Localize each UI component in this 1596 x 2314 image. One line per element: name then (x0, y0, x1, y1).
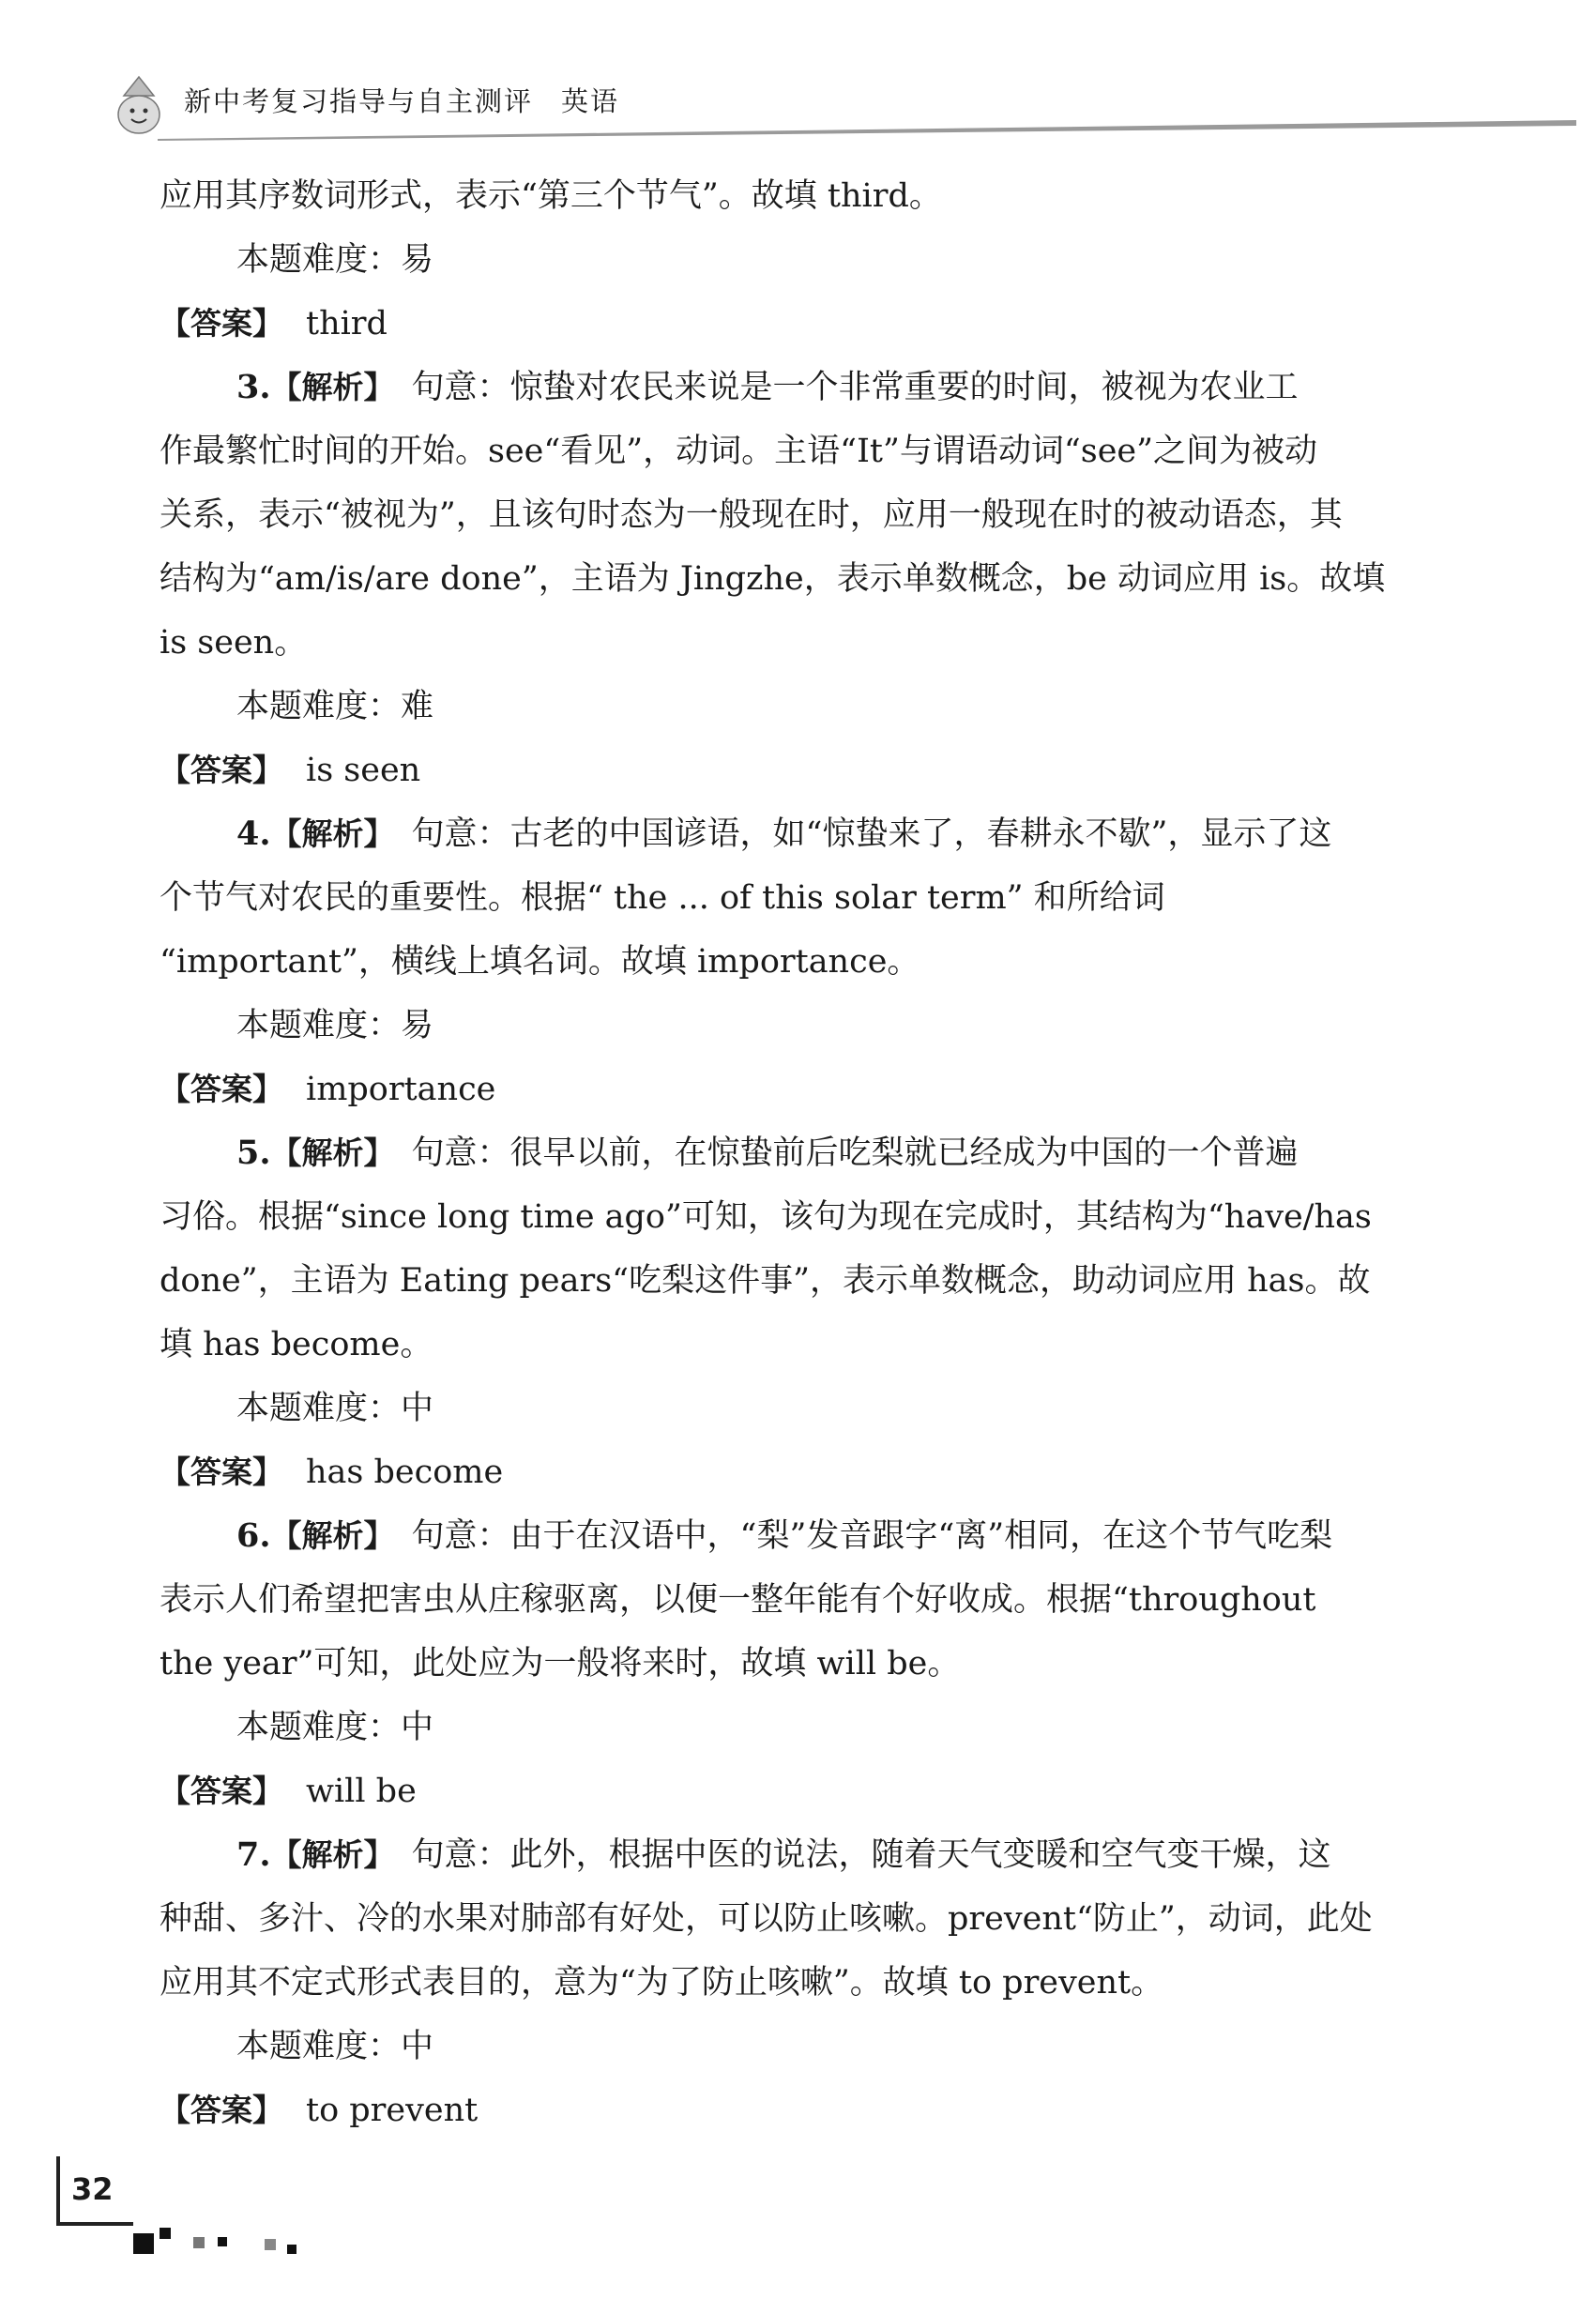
answer-tag: 【答案】 (160, 1071, 283, 1107)
subject-label: 英语 (561, 85, 620, 117)
item-number: 7. (236, 1835, 271, 1874)
answer-value: to prevent (306, 2092, 479, 2129)
analysis-text: 作最繁忙时间的开始。see“看见”，动词。主语“It”与谓语动词“see”之间为被动 (160, 433, 1318, 470)
analysis-tag: 【解析】 (270, 369, 395, 405)
item-number: 5. (236, 1134, 271, 1172)
footer-squares-decoration (131, 2224, 319, 2261)
analysis-text: 句意：很早以前，在惊蛰前后吃梨就已经成为中国的一个普遍 (411, 1134, 1299, 1172)
analysis-text: is seen。 (160, 624, 308, 662)
difficulty: 本题难度：中 (236, 2028, 434, 2065)
analysis-tag: 【解析】 (270, 1836, 395, 1873)
difficulty: 本题难度：中 (236, 1390, 434, 1427)
analysis-text: 句意：惊蛰对农民来说是一个非常重要的时间，被视为农业工 (411, 369, 1299, 406)
item-analysis-line (160, 356, 1440, 419)
analysis-text: 种甜、多汁、冷的水果对肺部有好处，可以防止咳嗽。prevent“防止”，动词，此处 (160, 1900, 1373, 1938)
analysis-text: 表示人们希望把害虫从庄稼驱离，以便一整年能有个好收成。根据“throughout (160, 1581, 1316, 1619)
page-header (113, 56, 1576, 150)
analysis-text: 句意：此外，根据中医的说法，随着天气变暖和空气变干燥，这 (411, 1836, 1331, 1874)
answer-tag: 【答案】 (160, 305, 283, 342)
analysis-text: 个节气对农民的重要性。根据“ the ... of this solar term” 和所给词 (160, 879, 1165, 917)
item-analysis-line (160, 1823, 1440, 1887)
difficulty: 本题难度：易 (236, 1007, 434, 1044)
answer-value: is seen (306, 752, 421, 789)
answer-line (160, 1759, 1440, 1823)
book-title: 新中考复习指导与自主测评 (184, 85, 534, 117)
item-7 (160, 1823, 1440, 2142)
item-analysis-line (160, 1121, 1440, 1185)
item-4 (160, 802, 1440, 1121)
answer-line (160, 1058, 1440, 1121)
analysis-text: 句意：由于在汉语中，“梨”发音跟字“离”相同，在这个节气吃梨 (411, 1517, 1333, 1555)
answer-value: has become (306, 1454, 504, 1491)
item-3 (160, 356, 1440, 802)
analysis-text: 关系，表示“被视为”，且该句时态为一般现在时，应用一般现在时的被动语态，其 (160, 496, 1343, 534)
answer-tag: 【答案】 (160, 2092, 283, 2128)
answer-tag: 【答案】 (160, 1454, 283, 1490)
page-number: 32 (71, 2171, 114, 2207)
answer-line (160, 738, 1440, 802)
analysis-text: 句意：古老的中国谚语，如“惊蛰来了，春耕永不歇”，显示了这 (411, 815, 1332, 853)
answer-tag: 【答案】 (160, 752, 283, 788)
analysis-text: “important”，横线上填名词。故填 importance。 (160, 943, 920, 981)
item-5 (160, 1121, 1440, 1504)
item2-answer (160, 292, 1440, 356)
analysis-text: done”，主语为 Eating pears“吃梨这件事”，表示单数概念，助动词应用 has。故 (160, 1262, 1371, 1300)
item-number: 3. (236, 368, 271, 406)
analysis-tag: 【解析】 (270, 815, 395, 852)
analysis-text: the year”可知，此处应为一般将来时，故填 will be。 (160, 1645, 961, 1682)
item-number: 6. (236, 1516, 271, 1555)
analysis-text: 习俗。根据“since long time ago”可知，该句为现在完成时，其结构为“have/has (160, 1198, 1372, 1236)
answer-line (160, 1440, 1440, 1504)
answer-value: importance (306, 1071, 496, 1108)
analysis-text: 应用其不定式形式表目的，意为“为了防止咳嗽”。故填 to prevent。 (160, 1964, 1164, 2002)
difficulty: 本题难度：难 (236, 688, 434, 725)
item2-difficulty: 本题难度：易 (236, 241, 434, 279)
item2-continuation: 应用其序数词形式，表示“第三个节气”。故填 third。 (160, 177, 942, 215)
answer-line (160, 2078, 1440, 2142)
analysis-tag: 【解析】 (270, 1134, 395, 1171)
difficulty: 本题难度：中 (236, 1709, 434, 1746)
analysis-tag: 【解析】 (270, 1517, 395, 1554)
item-analysis-line (160, 802, 1440, 866)
header-rule (158, 118, 1576, 141)
answer-tag: 【答案】 (160, 1773, 283, 1809)
item-number: 4. (236, 814, 271, 853)
analysis-text: 填 has become。 (160, 1326, 433, 1363)
answer-value: will be (306, 1773, 417, 1810)
item-6 (160, 1504, 1440, 1823)
header-title (184, 81, 619, 119)
solutions-content (160, 164, 1440, 2142)
answer-value: third (306, 305, 388, 343)
item-analysis-line (160, 1504, 1440, 1568)
analysis-text: 结构为“am/is/are done”，主语为 Jingzhe，表示单数概念，be 动词应用 is。故填 (160, 560, 1386, 598)
